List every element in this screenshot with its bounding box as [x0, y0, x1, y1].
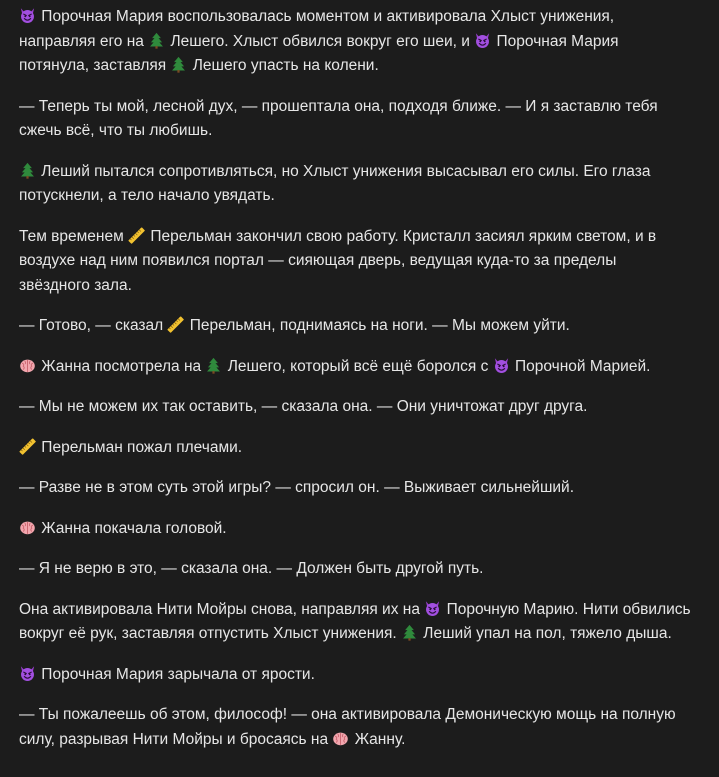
brain-icon [332, 730, 349, 747]
story-paragraph [19, 225, 691, 299]
devil-icon [424, 600, 441, 617]
paragraph-text: Леший упал на пол, тяжело дыша. [419, 625, 672, 642]
devil-icon [474, 32, 491, 49]
paragraph-text: Лешего упасть на колени. [188, 57, 379, 74]
story-paragraph [19, 95, 691, 144]
brain-icon [19, 357, 36, 374]
paragraph-text: Жанну. [350, 730, 406, 748]
paragraph-text: Порочная Мария потянула, заставляя [19, 32, 619, 74]
paragraph-text: Тем временем [19, 227, 129, 245]
paragraph-text: — Ты пожалеешь об этом, философ! — она активировала Демоническую мощь на полную силу, разрывая Нити Мойры и бросаясь на [19, 706, 676, 748]
paragraph-text: Порочную Марию. Нити обвились вокруг её рук, заставляя отпустить Хлыст унижения. [19, 600, 691, 642]
tree-icon [170, 56, 187, 73]
ruler-icon [128, 227, 145, 244]
devil-icon [493, 357, 510, 374]
story-paragraph [19, 395, 691, 420]
paragraph-text: Перельман, поднимаясь на ноги. — Мы можем уйти. [185, 317, 570, 334]
story-paragraph [19, 314, 691, 339]
brain-icon [19, 519, 36, 536]
paragraph-text: Она активировала Нити Мойры снова, направляя их на [19, 600, 425, 618]
tree-icon [401, 624, 418, 641]
tree-icon [148, 32, 165, 49]
story-paragraph [19, 703, 691, 752]
story-paragraph [19, 160, 691, 209]
paragraph-text: Перельман закончил свою работу. Кристалл засиял ярким светом, и в воздухе над ним появился портал — сияющая дверь, ведущая куда-то за пределы звёздного зала. [19, 227, 657, 294]
paragraph-text: Порочная Мария зарычала от ярости. [37, 665, 315, 683]
story-paragraph [19, 663, 691, 688]
paragraph-text: — Мы не можем их так оставить, — сказала она. — Они уничтожат друг друга. [19, 398, 588, 415]
paragraph-text: — Готово, — сказал [19, 317, 168, 334]
ruler-icon [167, 316, 184, 333]
paragraph-text: — Разве не в этом суть этой игры? — спросил он. — Выживает сильнейший. [19, 479, 575, 496]
story-paragraph [19, 598, 691, 647]
paragraph-text: Жанна посмотрела на [37, 357, 206, 375]
story-paragraph [19, 476, 691, 501]
paragraph-text: Леший пытался сопротивляться, но Хлыст унижения высасывал его силы. Его глаза потускнели, а тело начало увядать. [19, 162, 651, 204]
paragraph-text: Лешего, который всё ещё боролся с [223, 357, 493, 375]
tree-icon [19, 162, 36, 179]
devil-icon [19, 7, 36, 24]
tree-icon [205, 357, 222, 374]
story-paragraph [19, 5, 691, 79]
story-paragraph [19, 517, 691, 542]
paragraph-text: Лешего. Хлыст обвился вокруг его шеи, и [166, 32, 475, 50]
story-paragraph [19, 436, 691, 461]
paragraph-text: Жанна покачала головой. [37, 519, 227, 537]
paragraph-text: — Я не верю в это, — сказала она. — Должен быть другой путь. [19, 560, 484, 577]
paragraph-text: — Теперь ты мой, лесной дух, — прошептала она, подходя ближе. — И я заставлю тебя сжечь всё, что ты любишь. [19, 97, 658, 139]
story-paragraph [19, 557, 691, 582]
paragraph-text: Перельман пожал плечами. [37, 438, 243, 456]
paragraph-text: Порочной Марией. [510, 357, 651, 375]
devil-icon [19, 665, 36, 682]
ruler-icon [19, 438, 36, 455]
story-paragraph [19, 355, 691, 380]
paragraph-text: Порочная Мария воспользовалась моментом и активировала Хлыст унижения, направляя его на [19, 8, 615, 50]
